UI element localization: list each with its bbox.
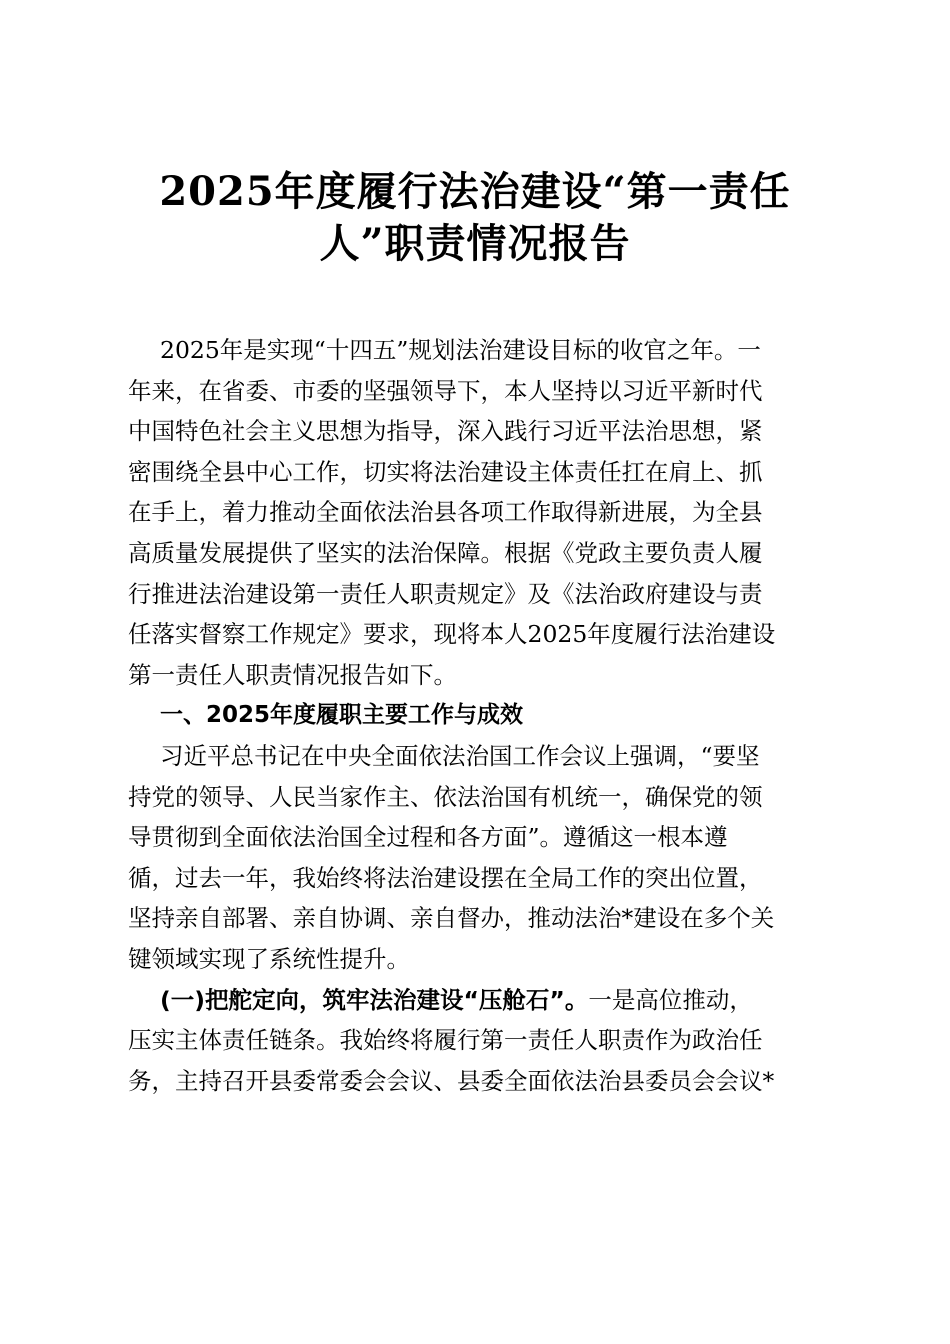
text-line: 行推进法治建设第一责任人职责规定》及《法治政府建设与责 (128, 579, 763, 608)
text-line: 中国特色社会主义思想为指导，深入践行习近平法治思想，紧 (128, 417, 763, 446)
text-line: 键领域实现了系统性提升。 (128, 944, 410, 973)
subsection-heading: (一)把舵定向，筑牢法治建设“压舱石”。 (160, 985, 589, 1014)
text-line: 压实主体责任链条。我始终将履行第一责任人职责作为政治任 (128, 1026, 763, 1055)
section-heading: 一、2025年度履职主要工作与成效 (160, 702, 524, 729)
subsection-first-line (128, 980, 828, 1021)
text-line: 坚持亲自部署、亲自协调、亲自督办，推动法治*建设在多个关 (128, 904, 775, 933)
subsection-paragraph (128, 980, 828, 1102)
text-line: 循，过去一年，我始终将法治建设摆在全局工作的突出位置， (128, 863, 763, 892)
intro-paragraph (128, 330, 828, 695)
document-body (128, 330, 828, 1101)
text-segment: 一是高位推动， (588, 985, 753, 1014)
title-line-1: 2025年度履行法治建设“第一责任 (159, 168, 791, 215)
text-line: 持党的领导、人民当家作主、依法治国有机统一，确保党的领 (128, 782, 763, 811)
text-line: 在手上，着力推动全面依法治县各项工作取得新进展，为全县 (128, 498, 763, 527)
text-line: 2025年是实现“十四五”规划法治建设目标的收官之年。一 (160, 336, 761, 364)
text-line: 高质量发展提供了坚实的法治保障。根据《党政主要负责人履 (128, 538, 763, 567)
text-line: 务，主持召开县委常委会会议、县委全面依法治县委员会会议* (128, 1066, 775, 1095)
text-line: 任落实督察工作规定》要求，现将本人2025年度履行法治建设 (128, 620, 776, 649)
text-line: 密围绕全县中心工作，切实将法治建设主体责任扛在肩上、抓 (128, 457, 763, 486)
section-paragraph (128, 736, 828, 980)
text-line: 习近平总书记在中央全面依法治国工作会议上强调，“要坚 (160, 741, 760, 770)
title-line-2: 人”职责情况报告 (319, 220, 631, 267)
text-line: 导贯彻到全面依法治国全过程和各方面”。遵循这一根本遵 (128, 823, 728, 852)
text-line: 年来，在省委、市委的坚强领导下，本人坚持以习近平新时代 (128, 376, 763, 405)
document-title (120, 166, 830, 270)
text-line: 第一责任人职责情况报告如下。 (128, 660, 457, 689)
